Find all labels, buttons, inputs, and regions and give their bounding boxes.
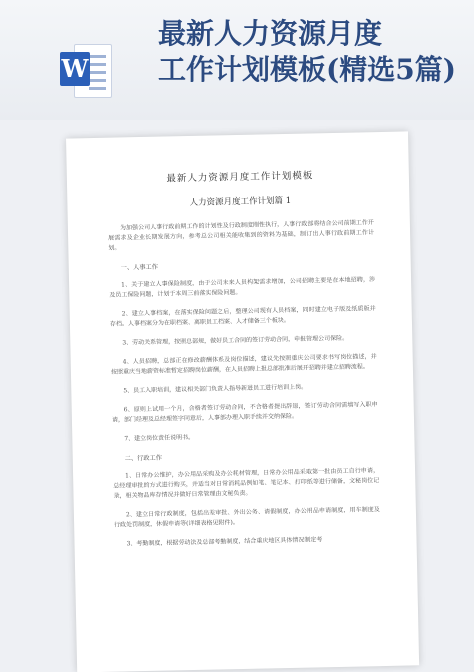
banner-title-line1: 最新人力资源月度	[158, 17, 383, 50]
document-preview[interactable]	[66, 131, 419, 672]
word-letter-badge: W	[60, 52, 90, 86]
list-item: 6、原则上试用一个月，合格者签订劳动合同，不合格者提出辞退，签订劳动合同需填写入职申请，部门经理及总经理签字同意后，人事部办理入职手续并交纳保险。	[111, 401, 378, 424]
word-doc-icon	[60, 42, 112, 98]
banner-title	[158, 16, 468, 88]
document-title: 最新人力资源月度工作计划模板	[166, 170, 314, 185]
document-subtitle: 人力资源月度工作计划篇 1	[189, 195, 292, 209]
section-heading: 一、人事工作	[120, 263, 158, 272]
header-banner	[0, 0, 474, 120]
banner-title-line2: 工作计划模板(精选5篇)	[158, 53, 456, 86]
list-item: 7、建立岗位责任说明书。	[124, 433, 195, 443]
list-item: 1、日常办公维护，办公用品采购及办公耗材管理，日常办公用品采取第一批由员工自行申请，总经理审批的方式进行购买，并适当对日常消耗品例如笔、笔记本、打印纸等进行储备，文秘岗位记录，相关物品库存情况并做好日常管理由文秘负责。	[113, 467, 380, 500]
list-item: 2、建立人事档案，在落实保险问题之后，整理公司现有人员档案，同时建立电子版及纸质版并存档。人事档案分为在职档案、离职员工档案、人才储备三个板块。	[109, 305, 376, 328]
list-item: 1、关于建立人事保险制度，由于公司未来人员构架需求增加，公司招聘主要是在本地招聘，涉及员工保险问题，计划于本周三前落实保险问题。	[109, 276, 376, 299]
list-item: 4、人员招聘，总部正在修改薪酬体系及岗位描述，建议先按照重庆公司要求书写岗位描述，并按照重庆当地薪资标准暂定招聘岗位薪酬，在人员招聘上报总部批准后展开招聘并建立招聘流程。	[110, 353, 377, 376]
list-item: 3、劳动关系管理，按照总部规，做好员工合同的签订劳动合同，申报管理公司保险。	[122, 334, 349, 347]
intro-paragraph: 为加强公司人事行政前期工作的计划性及行政制度刚性执行，人事行政部将结合公司前期工作开展需求及企业长期发展方向，参考总公司相关能收集到的资料为基础，制订出人事行政前期工作计划。	[108, 219, 375, 252]
list-item: 5、员工入职培训，建议相关部门负责人指导新进员工进行培训上岗。	[123, 383, 308, 395]
list-item: 3、考勤制度，根据劳动法及总部考勤制度，结合重庆地区具体情况制定考	[126, 536, 323, 548]
section-heading: 二、行政工作	[124, 454, 162, 463]
document-body	[107, 166, 381, 558]
list-item: 2、建立日常行政制度，包括出差审批、外出公务、请假制度，办公用品申请制度，用车制度及行政处罚制度，休假申请等(详细表格见附件)。	[114, 506, 380, 529]
